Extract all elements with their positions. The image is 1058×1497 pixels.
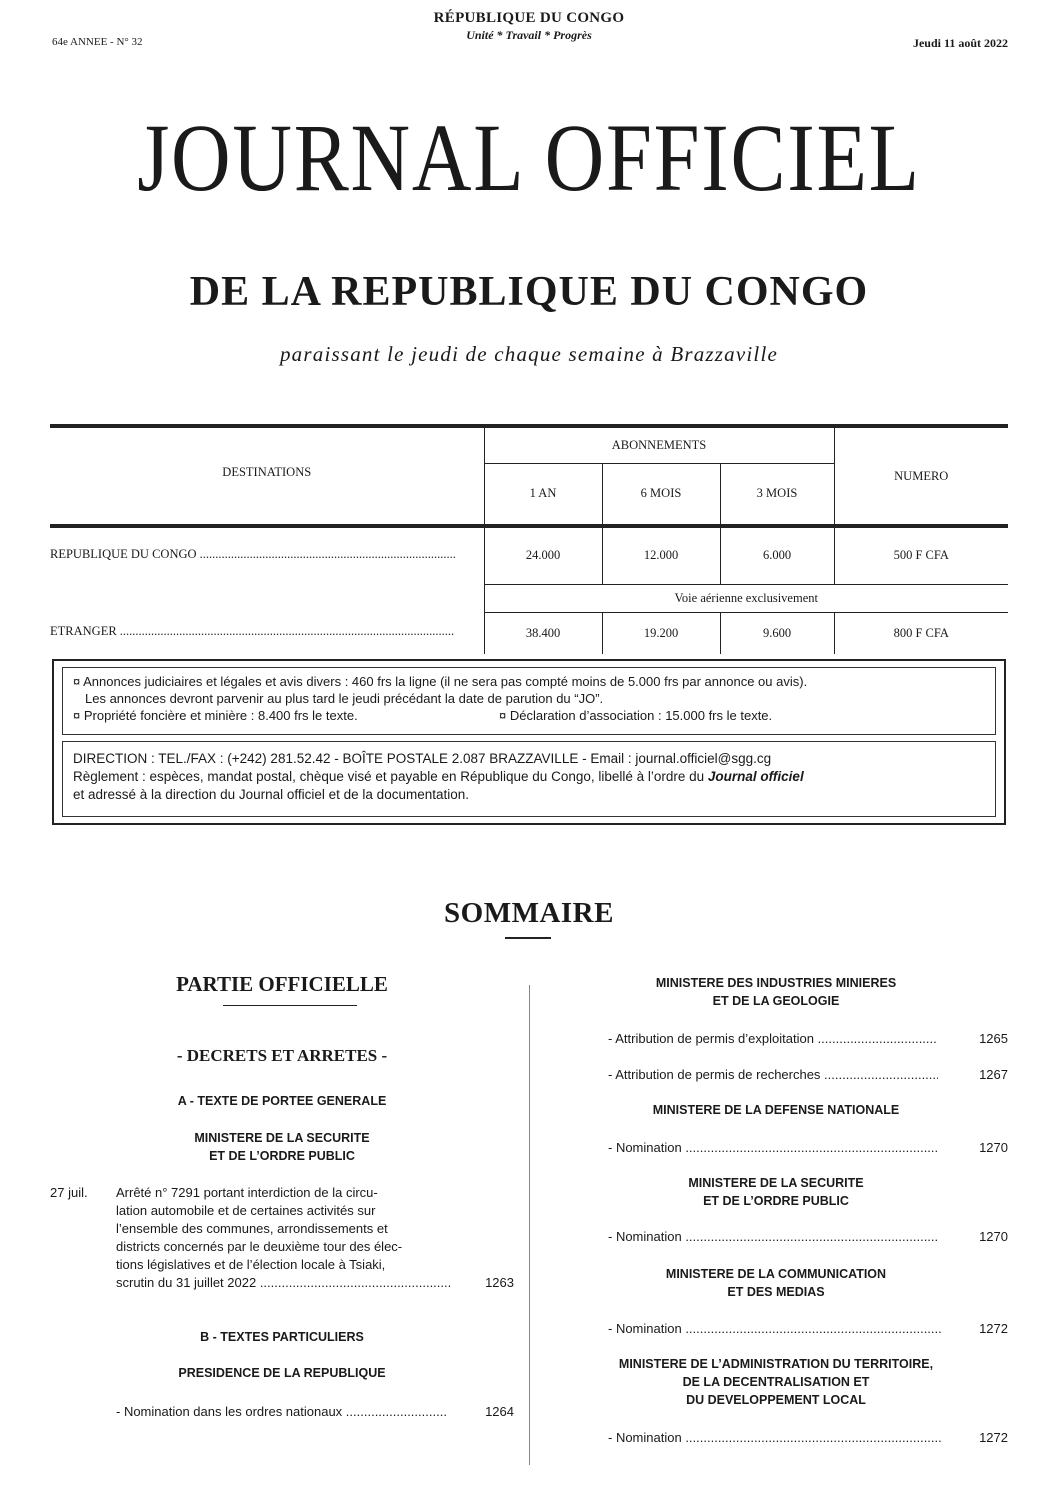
partie-officielle: PARTIE OFFICIELLE: [176, 972, 388, 996]
ministere-administration-heading: [546, 1355, 1006, 1409]
reglement-pre: Règlement : espèces, mandat postal, chèque visé et payable en République du Congo, libellé à l’ordre du: [73, 769, 708, 784]
col-6-mois: 6 MOIS: [602, 463, 720, 526]
destination-congo: REPUBLIQUE DU CONGO .....: [50, 526, 484, 584]
page-number: 1272: [979, 1430, 1008, 1445]
issue-date: Jeudi 11 août 2022: [912, 36, 1008, 50]
col-3-mois: 3 MOIS: [720, 463, 834, 526]
heading-line: ET DE LA GEOLOGIE: [712, 994, 840, 1008]
ministere-mines-heading: [546, 974, 1006, 1010]
arrete-date: 27 juil.: [50, 1185, 88, 1200]
heading-line: MINISTERE DE L’ADMINISTRATION DU TERRITOIRE,: [618, 1357, 934, 1371]
price-cell: 9.600: [720, 612, 834, 654]
price-cell: 500 F CFA: [834, 526, 1008, 584]
notices-box: [62, 667, 996, 735]
page-number: 1264: [485, 1404, 514, 1419]
toc-entry-nomination-communication[interactable]: - Nomination .....: [608, 1320, 943, 1343]
journal-name-emphasis: Journal officiel: [707, 769, 804, 784]
journal-title: JOURNAL OFFICIEL: [137, 104, 921, 211]
ministere-securite-right-heading: [546, 1174, 1006, 1210]
journal-tagline: paraissant le jeudi de chaque semaine à Brazzaville: [279, 342, 779, 366]
toc-entry-nomination-securite[interactable]: - Nomination .....: [608, 1228, 938, 1251]
heading-line: MINISTERE DES INDUSTRIES MINIERES: [655, 976, 897, 990]
ministere-communication-heading: [546, 1265, 1006, 1301]
numero-header: NUMERO: [834, 426, 1008, 526]
page-number: 1263: [485, 1275, 514, 1290]
table-row: [50, 526, 1008, 584]
edition-number: 64e ANNEE - N° 32: [52, 36, 143, 48]
heading-line: MINISTERE DE LA COMMUNICATION: [665, 1267, 887, 1281]
toc-entry-nomination-administration[interactable]: - Nomination .....: [608, 1429, 943, 1452]
toc-entry-recherches[interactable]: - Attribution de permis de recherches .....: [608, 1066, 938, 1089]
sommaire-title: SOMMAIRE: [444, 897, 614, 929]
destination-etranger: ETRANGER .....: [50, 612, 484, 654]
notice-propriete: ¤ Propriété foncière et minière : 8.400 frs le texte.: [73, 708, 358, 723]
toc-entry-ordres-nationaux[interactable]: - Nomination dans les ordres nationaux .....: [116, 1403, 446, 1426]
page-number: 1270: [979, 1140, 1008, 1155]
column-divider: [529, 985, 530, 1465]
direction-address: et adressé à la direction du Journal officiel et de la documentation.: [73, 787, 469, 802]
entry-line: l’ensemble des communes, arrondissements et: [116, 1221, 388, 1236]
presidence-heading: PRESIDENCE DE LA REPUBLIQUE: [178, 1366, 386, 1380]
notice-association: ¤ Déclaration d’association : 15.000 frs le texte.: [499, 708, 773, 723]
republic-header: [329, 10, 729, 43]
direction-box: [62, 741, 996, 817]
abonnements-header: ABONNEMENTS: [484, 426, 834, 463]
price-cell: 800 F CFA: [834, 612, 1008, 654]
entry-line: lation automobile et de certaines activités sur: [116, 1203, 376, 1218]
heading-line: MINISTERE DE LA SECURITE: [194, 1131, 370, 1145]
col-1-an: 1 AN: [484, 463, 602, 526]
ministere-securite-heading: [52, 1129, 512, 1165]
entry-line: tions législatives et de l’élection locale à Tsiaki,: [116, 1257, 386, 1272]
partie-underline: [223, 1005, 357, 1006]
journal-subtitle: DE LA REPUBLIQUE DU CONGO: [189, 269, 869, 315]
heading-line: ET DE L’ORDRE PUBLIC: [209, 1149, 355, 1163]
ministere-defense-heading: MINISTERE DE LA DEFENSE NATIONALE: [652, 1103, 900, 1117]
notice-delai: Les annonces devront parvenir au plus tard le jeudi précédant la date de parution du “JO”.: [85, 691, 604, 706]
entry-line: Arrêté n° 7291 portant interdiction de la circu-: [116, 1185, 378, 1200]
page-number: 1270: [979, 1229, 1008, 1244]
page-number: 1265: [979, 1031, 1008, 1046]
toc-entry-nomination-defense[interactable]: - Nomination .....: [608, 1139, 938, 1162]
decrets-arretes-heading: - DECRETS ET ARRETES -: [176, 1046, 388, 1065]
republic-name: RÉPUBLIQUE DU CONGO: [433, 10, 625, 26]
voie-aerienne-note: Voie aérienne exclusivement: [484, 584, 1008, 612]
reglement-text: [73, 768, 985, 786]
notice-tarifs: [73, 707, 985, 724]
price-cell: 38.400: [484, 612, 602, 654]
heading-line: ET DES MEDIAS: [727, 1285, 825, 1299]
direction-contact: DIRECTION : TEL./FAX : (+242) 281.52.42 - BOÎTE POSTALE 2.087 BRAZZAVILLE - Email : journal.officiel@sgg.cg: [73, 751, 772, 766]
destinations-header: DESTINATIONS: [50, 426, 484, 526]
notice-annonces: ¤ Annonces judiciaires et légales et avis divers : 460 frs la ligne (il ne sera pas compté moins de 5.000 frs par annonce ou avis).: [73, 674, 808, 689]
page-number: 1272: [979, 1321, 1008, 1336]
textes-particuliers: B - TEXTES PARTICULIERS: [200, 1330, 364, 1344]
page-number: 1267: [979, 1067, 1008, 1082]
price-cell: 12.000: [602, 526, 720, 584]
national-motto: Unité * Travail * Progrès: [466, 28, 592, 42]
toc-entry-arrete[interactable]: [116, 1184, 461, 1297]
subscription-table: [50, 424, 1008, 654]
entry-line: districts concernés par le deuxième tour des élec-: [116, 1239, 403, 1254]
heading-line: DU DEVELOPPEMENT LOCAL: [686, 1393, 866, 1407]
heading-line: ET DE L’ORDRE PUBLIC: [703, 1194, 849, 1208]
table-row: [50, 612, 1008, 654]
heading-line: DE LA DECENTRALISATION ET: [682, 1375, 870, 1389]
sommaire-underline: [505, 937, 551, 939]
price-cell: 24.000: [484, 526, 602, 584]
texte-portee-generale: A - TEXTE DE PORTEE GENERALE: [177, 1094, 387, 1108]
heading-line: MINISTERE DE LA SECURITE: [688, 1176, 864, 1190]
price-cell: 6.000: [720, 526, 834, 584]
entry-line: scrutin du 31 juillet 2022 .....: [116, 1274, 451, 1292]
price-cell: 19.200: [602, 612, 720, 654]
toc-entry-exploitation[interactable]: - Attribution de permis d’exploitation .....: [608, 1030, 938, 1053]
